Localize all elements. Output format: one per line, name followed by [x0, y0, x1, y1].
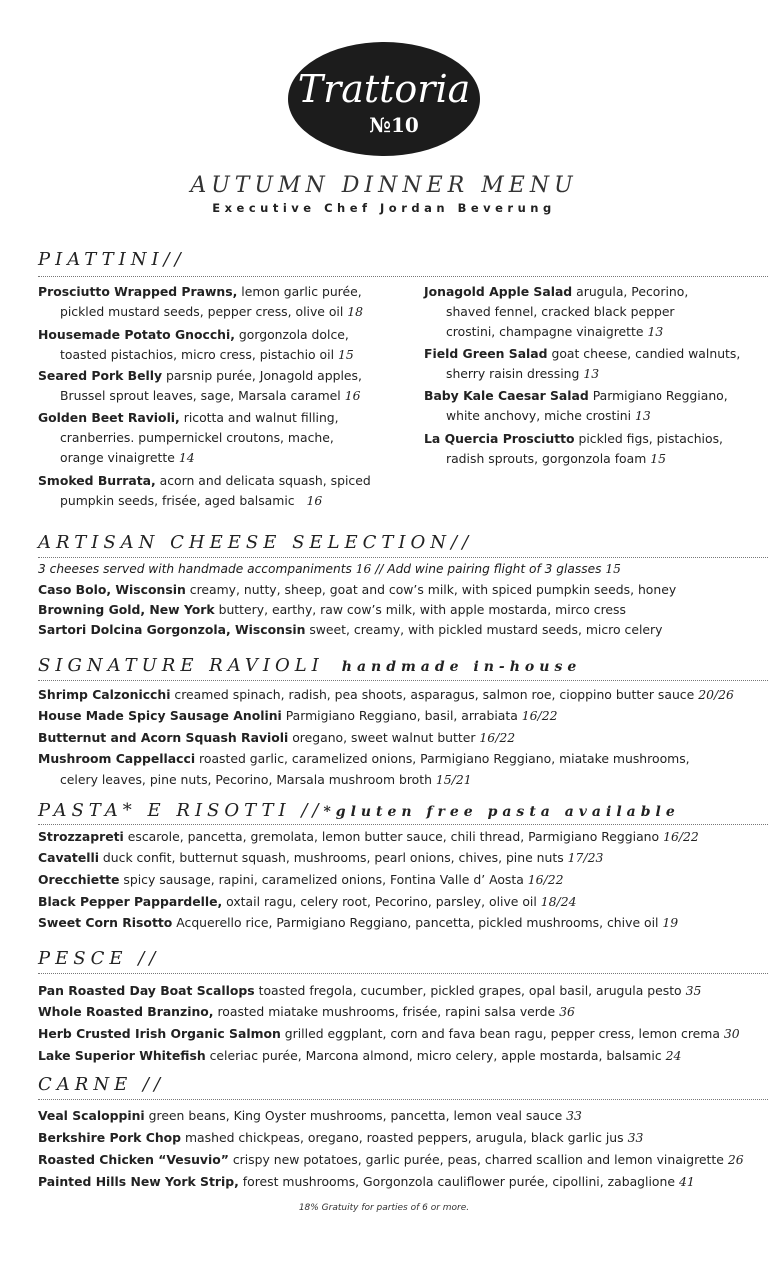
menu-item: Whole Roasted Branzino, roasted miatake mushrooms, frisée, rapini salsa verde 36: [38, 1004, 575, 1019]
menu-item: Field Green Salad goat cheese, candied walnuts, sherry raisin dressing 13: [424, 346, 741, 381]
menu-item: Baby Kale Caesar Salad Parmigiano Reggiano, white anchovy, miche crostini 13: [424, 388, 728, 423]
menu-item: Black Pepper Pappardelle, oxtail ragu, celery root, Pecorino, parsley, olive oil 18/24: [38, 894, 577, 909]
section-title-pesce: PESCE //: [38, 948, 161, 969]
section-title-ravioli: SIGNATURE RAVIOLI handmade in-house: [38, 655, 582, 676]
section-title-cheese: ARTISAN CHEESE SELECTION//: [38, 532, 474, 553]
divider: [38, 680, 768, 681]
divider: [38, 1099, 768, 1100]
menu-item: Shrimp Calzonicchi creamed spinach, radish, pea shoots, asparagus, salmon roe, cioppino butter sauce 20/26: [38, 687, 734, 702]
menu-item: Butternut and Acorn Squash Ravioli oregano, sweet walnut butter 16/22: [38, 730, 516, 745]
menu-item: Veal Scaloppini green beans, King Oyster mushrooms, pancetta, lemon veal sauce 33: [38, 1108, 582, 1123]
menu-item: Seared Pork Belly parsnip purée, Jonagold apples, Brussel sprout leaves, sage, Marsala caramel 16: [38, 368, 362, 403]
menu-item: Herb Crusted Irish Organic Salmon grilled eggplant, corn and fava bean ragu, pepper cress, lemon crema 30: [38, 1026, 740, 1041]
menu-item: Pan Roasted Day Boat Scallops toasted fregola, cucumber, pickled grapes, opal basil, arugula pesto 35: [38, 983, 702, 998]
menu-item: Caso Bolo, Wisconsin creamy, nutty, sheep, goat and cow’s milk, with spiced pumpkin seeds, honey: [38, 582, 677, 597]
menu-item: Lake Superior Whitefish celeriac purée, Marcona almond, micro celery, apple mostarda, balsamic 24: [38, 1048, 682, 1063]
menu-item: Smoked Burrata, acorn and delicata squash, spiced pumpkin seeds, frisée, aged balsamic 16: [38, 473, 371, 508]
menu-item: Housemade Potato Gnocchi, gorgonzola dolce, toasted pistachios, micro cress, pistachio oil 15: [38, 327, 354, 362]
menu-item: Prosciutto Wrapped Prawns, lemon garlic purée, pickled mustard seeds, pepper cress, olive oil 18: [38, 284, 364, 319]
menu-item: Cavatelli duck confit, butternut squash, mushrooms, pearl onions, chives, pine nuts 17/23: [38, 850, 604, 865]
menu-item: Mushroom Cappellacci roasted garlic, caramelized onions, Parmigiano Reggiano, miatake mushrooms,: [38, 751, 690, 766]
menu-item: Strozzapreti escarole, pancetta, gremolata, lemon butter sauce, chili thread, Parmigiano Reggiano 16/22: [38, 829, 699, 844]
section-title-pasta: PASTA* E RISOTTI //*gluten free pasta available: [38, 800, 680, 821]
menu-item: Painted Hills New York Strip, forest mushrooms, Gorgonzola cauliflower purée, cipollini, zabaglione 41: [38, 1174, 695, 1189]
divider: [38, 557, 768, 558]
menu-item: Sweet Corn Risotto Acquerello rice, Parmigiano Reggiano, pancetta, pickled mushrooms, chive oil 19: [38, 915, 679, 930]
trattoria-logo: [286, 40, 482, 158]
chef-name: Executive Chef Jordan Beverung: [212, 201, 556, 215]
logo-name: Trattoria: [297, 67, 471, 111]
cheese-intro: 3 cheeses served with handmade accompaniments 16 // Add wine pairing flight of 3 glasses 15: [38, 562, 621, 576]
menu-item: Orecchiette spicy sausage, rapini, caramelized onions, Fontina Valle d’ Aosta 16/22: [38, 872, 564, 887]
menu-item: Sartori Dolcina Gorgonzola, Wisconsin sweet, creamy, with pickled mustard seeds, micro celery: [38, 622, 663, 637]
divider: [38, 973, 768, 974]
menu-item: Berkshire Pork Chop mashed chickpeas, oregano, roasted peppers, arugula, black garlic jus 33: [38, 1130, 644, 1145]
menu-item: House Made Spicy Sausage Anolini Parmigiano Reggiano, basil, arrabiata 16/22: [38, 708, 558, 723]
menu-item: Roasted Chicken “Vesuvio” crispy new potatoes, garlic purée, peas, charred scallion and lemon vinaigrette 26: [38, 1152, 744, 1167]
logo-number: №10: [369, 113, 419, 137]
menu-title: AUTUMN DINNER MENU: [190, 173, 578, 198]
menu-item: Browning Gold, New York buttery, earthy, raw cow’s milk, with apple mostarda, mirco cress: [38, 602, 626, 617]
menu-item-continued: celery leaves, pine nuts, Pecorino, Marsala mushroom broth 15/21: [60, 772, 472, 787]
menu-item: Golden Beet Ravioli, ricotta and walnut filling, cranberries. pumpernickel croutons, mache, orange vinaigrette 14: [38, 410, 339, 465]
divider: [38, 276, 768, 277]
menu-item: La Quercia Prosciutto pickled figs, pistachios, radish sprouts, gorgonzola foam 15: [424, 431, 723, 466]
gratuity-note: 18% Gratuity for parties of 6 or more.: [298, 1203, 470, 1213]
section-title-carne: CARNE //: [38, 1074, 166, 1095]
menu-item: Jonagold Apple Salad arugula, Pecorino, shaved fennel, cracked black pepper crostini, champagne vinaigrette 13: [424, 284, 689, 339]
divider: [38, 824, 768, 825]
section-title-piattini: PIATTINI//: [38, 249, 186, 270]
